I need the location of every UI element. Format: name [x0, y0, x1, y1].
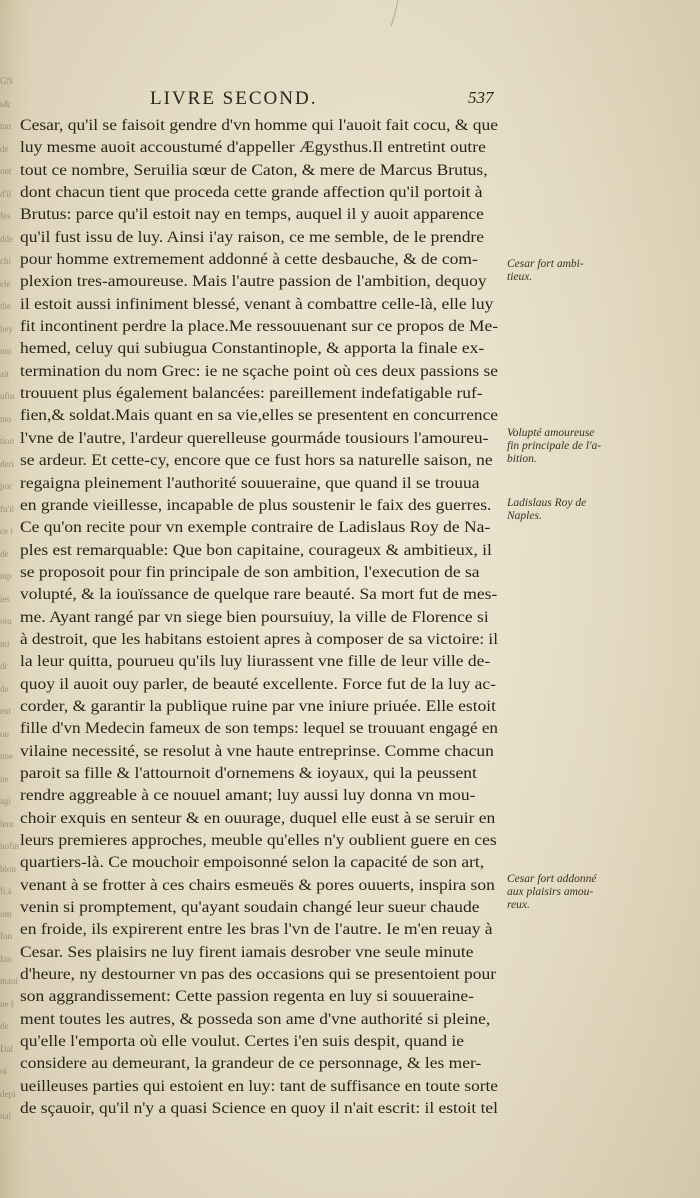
text-line: venin si promptement, qu'ayant soudain changé leur sueur chaude	[20, 899, 480, 917]
text-line: Cesar, qu'il se faisoit gendre d'vn homme qui l'auoit fait cocu, & que	[20, 117, 499, 134]
bleed-fragment: deri	[0, 458, 14, 469]
bleed-fragment: ait	[0, 368, 9, 379]
bleed-fragment: por	[0, 481, 12, 491]
bleed-fragment: ne	[0, 773, 9, 784]
running-head: LIVRE SECOND.	[150, 88, 318, 109]
marginal-note-cesar-pleasures: Cesar fort addonné aux plaisirs amou- reux.	[507, 873, 597, 911]
marginal-note-volupte: Volupté amoureuse fin principale de l'a- bition.	[507, 427, 602, 465]
bleed-fragment: ent	[0, 706, 11, 716]
bleed-fragment: ce t	[0, 526, 13, 536]
marginal-note-ladislaus: Ladislaus Roy de Naples.	[507, 497, 587, 522]
text-line: en grande vieillesse, incapable de plus soustenir le faix des guerres.	[20, 496, 492, 514]
text-line: dont chacun tient que proceda cette grande affection qu'il portoit à	[20, 184, 483, 202]
text-line: qu'elle l'emporta où elle voulut. Certes i'en suis despit, quand ie	[20, 1033, 465, 1051]
bleed-fragment: GN	[0, 76, 13, 86]
page-header	[150, 88, 530, 112]
bleed-fragment: s&	[0, 98, 11, 109]
bleed-fragment: tion	[0, 436, 15, 446]
bleed-fragment: nal	[0, 1111, 11, 1121]
main-text-block	[20, 115, 500, 1120]
text-line: Cesar. Ses plaisirs ne luy firent iamais desrober vne seule minute	[20, 943, 474, 961]
bleed-fragment: une	[0, 751, 13, 761]
bleed-fragment: ne f	[0, 998, 14, 1009]
text-line: fien,& soldat.Mais quant en sa vie,elles se presentent en concurrence	[20, 407, 498, 425]
text-line: Brutus: parce qu'il estoit nay en temps, auquel il y auoit apparence	[20, 206, 484, 224]
text-line: venant à se frotter à ces chairs esmeuës & pores ouuerts, inspira son	[20, 876, 495, 894]
text-line: ueilleuses parties qui estoient en luy: tant de suffisance en toute sorte	[20, 1077, 499, 1095]
bleed-fragment: fan	[0, 953, 12, 964]
text-line: pour homme extremement addonné à cette desbauche, & de com-	[20, 251, 478, 269]
text-line: fit incontinent perdre la place.Me ressouuenant sur ce propos de Me-	[20, 318, 499, 336]
bleed-fragment: ies	[0, 593, 10, 604]
text-line: quoy il auoit ouy parler, de beauté excellente. Force fut de la luy ac-	[20, 675, 496, 693]
bleed-fragment: ele	[0, 278, 11, 289]
text-line: rendre aggreable à ce nouuel amant; luy aussi luy donna vn mou-	[20, 787, 476, 805]
text-line: regaigna pleinement l'authorité souueraine, que quand il se trouua	[20, 474, 480, 492]
bleed-fragment: nofin	[0, 841, 19, 851]
bleed-fragment: fu'il	[0, 503, 15, 514]
bleed-fragment: fes	[0, 211, 11, 221]
bleed-fragment: mi	[0, 638, 10, 649]
bleed-fragment: ont	[0, 166, 12, 176]
bleed-fragment: bey	[0, 323, 13, 334]
bleed-fragment: de	[0, 1021, 9, 1031]
text-line: vilaine necessité, se resolut à vne haute entreprinse. Comme chacun	[20, 742, 494, 760]
text-line: hemed, celuy qui subiugua Constantinople, & apporta la finale ex-	[20, 340, 485, 358]
text-line: il estoit aussi infiniment blessé, venant à combattre celle-là, elle luy	[20, 295, 494, 313]
text-line: ment toutes les autres, & possedа son ame d'vne authorité si pleine,	[20, 1010, 491, 1028]
text-line: choir exquis en senteur & en ouurage, duquel elle eust à se seruir en	[20, 809, 496, 827]
bleed-fragment: tan	[0, 121, 11, 131]
text-line: se ardeur. Et cette-cy, encore que ce fust hors sa naturelle saison, ne	[20, 452, 493, 470]
bleed-fragment: agi	[0, 796, 11, 806]
bleed-fragment: d'il	[0, 188, 12, 199]
bleed-fragment: mp	[0, 571, 12, 581]
text-line: corder, & garantir la publique ruine par vne iniure priuée. Elle estoit	[20, 697, 497, 715]
bleed-fragment: om	[0, 908, 12, 919]
text-line: leurs premieres approches, meuble qu'elles n'y oublient guere en ces	[20, 832, 497, 849]
text-line: fille d'vn Medecin fameux de son temps: lequel se trouuant engagé en	[20, 720, 498, 738]
text-line: de sçauoir, qu'il n'y a quasi Science en quoy il n'ait escrit: il estoit tel	[20, 1100, 498, 1118]
bleed-fragment: fi,à	[0, 886, 12, 896]
bleed-fragment: de	[0, 683, 9, 694]
text-line: en froide, ils expirerent entre les bras l'vn de l'autre. Ie m'en reuay à	[20, 921, 493, 939]
text-line: à destroit, que les habitans estoient apres à composer de sa victoire: il	[20, 630, 498, 648]
bleed-fragment: the	[0, 301, 11, 311]
text-line: l'vne de l'autre, l'ardeur querelleuse gourmáde tousiours l'amoureu-	[20, 429, 489, 447]
text-line: volupté, & la iouïssance de quelque rare beauté. Sa mort fut de mes-	[20, 586, 498, 604]
bleed-fragment: lenr	[0, 818, 14, 829]
text-line: me. Ayant rangé par vn siege bien poursuiuy, la ville de Florence si	[20, 608, 489, 626]
bleed-fragment: ou	[0, 728, 9, 739]
text-line: son aggrandissement: Cette passion regenta en luy si souueraine-	[20, 988, 474, 1006]
text-line: Ce qu'on recite pour vn exemple contraire de Ladislaus Roy de Na-	[20, 519, 491, 537]
bleed-fragment: ufin	[0, 391, 15, 401]
page-number: 537	[468, 88, 494, 107]
text-line: luy mesme auoit accoustumé d'appeller Ægysthus.Il entretint outre	[20, 139, 486, 157]
text-line: paroit sa fille & l'attournoit d'ornemens & ioyaux, qui la peussent	[20, 764, 477, 782]
bleed-fragment: Dal	[0, 1043, 13, 1054]
bleed-fragment: de	[0, 548, 9, 559]
text-line: la leur quitta, pourueu qu'ils luy liurassent vne fille de leur ville de-	[20, 653, 491, 671]
bleed-through-margin	[0, 70, 19, 1121]
text-line: plexion tres-amoureuse. Mais l'autre passion de l'ambition, dequoy	[20, 273, 487, 291]
text-line: tout ce nombre, Seruilia sœur de Caton, & mere de Marcus Brutus,	[20, 161, 488, 179]
bleed-fragment: ont	[0, 346, 12, 356]
bleed-fragment: depi	[0, 1088, 16, 1099]
text-line: qu'il fust issu de luy. Ainsi i'ay raison, ce me semble, de le prendre	[20, 228, 485, 246]
bleed-fragment: mo	[0, 413, 12, 424]
bleed-fragment: blon	[0, 863, 17, 874]
bleed-fragment: oiu	[0, 616, 12, 626]
bleed-fragment: de	[0, 143, 9, 154]
bleed-fragment: dde	[0, 233, 13, 244]
bleed-fragment: dr	[0, 661, 8, 671]
text-line: se proposoit pour fin principale de son ambition, l'execution de sa	[20, 563, 480, 581]
marginal-note-cesar-ambition: Cesar fort ambi- tieux.	[507, 258, 584, 283]
text-line: trouuent plus également balancées: pareillement indefatigable ruf-	[20, 385, 483, 403]
text-line: considere au demeurant, la grandeur de ce personnage, & les mer-	[20, 1055, 482, 1073]
bleed-fragment: fon	[0, 931, 12, 941]
bleed-fragment: mani	[0, 976, 18, 986]
bleed-fragment: chi	[0, 256, 11, 266]
text-line: quartiers-là. Ce mouchoir empoisonné selon la capacité de son art,	[20, 854, 485, 872]
text-line: ples est remarquable: Que bon capitaine, courageux & ambitieux, il	[20, 541, 492, 559]
text-line: d'heure, ny destourner vn pas des occasions qui se presentoient pour	[20, 966, 497, 984]
bleed-fragment: ol	[0, 1066, 8, 1076]
text-line: termination du nom Grec: ie ne sçache point où ces deux passions se	[20, 362, 499, 380]
